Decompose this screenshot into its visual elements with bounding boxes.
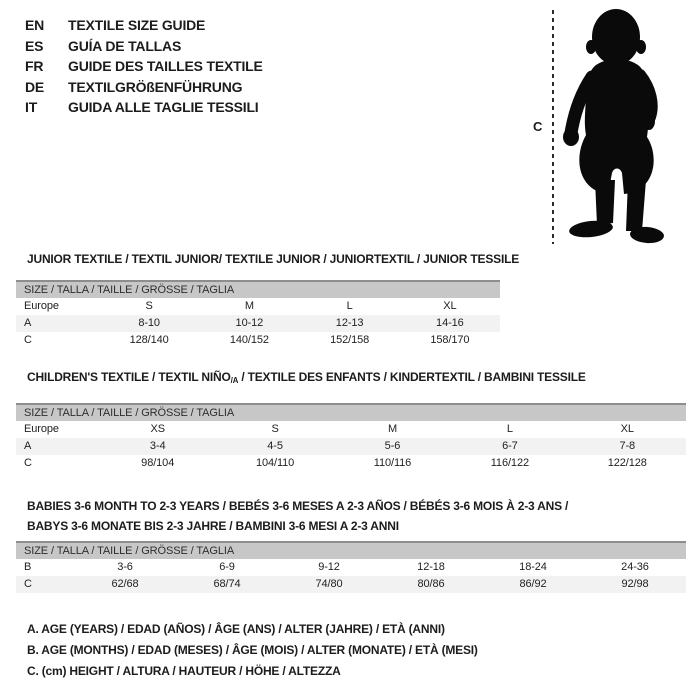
table-cell: 116/122 <box>490 457 529 469</box>
table-cell: 5-6 <box>384 440 401 452</box>
legend-line-c: C. (cm) HEIGHT / ALTURA / HAUTEUR / HÖHE / ALTEZZA <box>27 664 341 678</box>
table-cell: 110/116 <box>373 457 412 469</box>
table-row <box>16 559 686 576</box>
table-cell: 152/158 <box>330 334 370 346</box>
section-heading-babies <box>27 496 568 536</box>
section-heading-children <box>27 370 586 385</box>
table-cell: L <box>346 300 353 312</box>
row-label: C <box>24 334 32 346</box>
table-cell: 24-36 <box>621 561 649 573</box>
height-measure-label: C <box>533 119 543 134</box>
table-cell: 158/170 <box>430 334 470 346</box>
language-title: TEXTILE SIZE GUIDE <box>68 17 206 33</box>
table-cell: S <box>271 423 279 435</box>
table-cell: 8-10 <box>138 317 160 329</box>
table-cell: S <box>145 300 153 312</box>
table-cell: 68/74 <box>213 578 241 590</box>
row-label: B <box>24 561 32 573</box>
language-title: TEXTILGRÖßENFÜHRUNG <box>68 78 243 95</box>
heading-text: / TEXTILE DES ENFANTS / KINDERTEXTIL / BAMBINI TESSILE <box>238 370 586 384</box>
language-code: FR <box>25 58 44 74</box>
table-cell: 92/98 <box>621 578 649 590</box>
language-title: GUIDE DES TAILLES TEXTILE <box>68 58 263 74</box>
row-label: C <box>24 578 32 590</box>
table-row <box>16 298 500 315</box>
table-cell: 14-16 <box>436 317 464 329</box>
table-cell: 3-6 <box>117 561 133 573</box>
table-cell: 62/68 <box>111 578 139 590</box>
language-code: EN <box>25 17 45 33</box>
language-row <box>25 15 263 36</box>
legend <box>27 619 478 682</box>
table-cell: M <box>244 300 254 312</box>
table-row <box>16 576 686 593</box>
table-size-header: SIZE / TALLA / TAILLE / GRÖSSE / TAGLIA <box>16 541 686 559</box>
table-cell: L <box>506 423 513 435</box>
legend-line-b: B. AGE (MONTHS) / EDAD (MESES) / ÂGE (MOIS) / ALTER (MONATE) / ETÀ (MESI) <box>27 643 478 657</box>
table-size-header: SIZE / TALLA / TAILLE / GRÖSSE / TAGLIA <box>16 280 500 298</box>
table-cell: M <box>387 423 398 435</box>
language-title: GUIDA ALLE TAGLIE TESSILI <box>68 99 259 115</box>
table-cell: 86/92 <box>519 578 547 590</box>
table-cell: 122/128 <box>607 457 647 469</box>
table-cell: 80/86 <box>417 578 445 590</box>
junior-size-table <box>16 280 500 349</box>
table-row <box>16 332 500 349</box>
table-row <box>16 455 686 472</box>
children-table-body <box>16 421 686 472</box>
heading-text: CHILDREN'S TEXTILE / TEXTIL NIÑO <box>27 370 231 384</box>
legend-line-a: A. AGE (YEARS) / EDAD (AÑOS) / ÂGE (ANS) / ALTER (JAHRE) / ETÀ (ANNI) <box>27 622 445 636</box>
row-label: A <box>24 440 32 452</box>
language-code: IT <box>25 99 38 115</box>
table-cell: 3-4 <box>149 440 166 452</box>
table-cell: 18-24 <box>519 561 547 573</box>
table-cell: 12-13 <box>335 317 364 329</box>
table-cell: 4-5 <box>267 440 283 452</box>
heading-line: BABYS 3-6 MONATE BIS 2-3 JAHRE / BAMBINI 3-6 MESI A 2-3 ANNI <box>27 519 399 533</box>
table-cell: 7-8 <box>619 440 636 452</box>
table-row <box>16 438 686 455</box>
language-row <box>25 36 263 57</box>
language-row <box>25 97 263 118</box>
row-label: A <box>24 317 32 329</box>
row-label: Europe <box>24 423 59 435</box>
table-row <box>16 315 500 332</box>
language-title: GUÍA DE TALLAS <box>68 37 182 54</box>
language-code: ES <box>25 37 44 54</box>
table-cell: 12-18 <box>417 561 445 573</box>
babies-size-table <box>16 541 686 593</box>
babies-table-body <box>16 559 686 593</box>
toddler-silhouette-icon <box>558 5 674 245</box>
table-cell: 9-12 <box>318 561 340 573</box>
children-size-table <box>16 403 686 472</box>
section-heading-junior: JUNIOR TEXTILE / TEXTIL JUNIOR/ TEXTILE JUNIOR / JUNIORTEXTIL / JUNIOR TESSILE <box>27 252 520 266</box>
heading-subscript: /A <box>230 376 239 385</box>
table-cell: XL <box>620 423 634 435</box>
table-cell: 140/152 <box>229 334 269 346</box>
table-cell: XS <box>150 423 165 435</box>
language-row <box>25 56 263 77</box>
height-dashed-line-icon <box>552 10 554 244</box>
table-row <box>16 421 686 438</box>
table-size-header: SIZE / TALLA / TAILLE / GRÖSSE / TAGLIA <box>16 403 686 421</box>
language-row <box>25 77 263 98</box>
table-cell: 104/110 <box>255 457 295 469</box>
table-cell: 6-9 <box>219 561 235 573</box>
table-cell: 98/104 <box>141 457 175 469</box>
table-cell: 128/140 <box>129 334 169 346</box>
row-label: C <box>24 457 32 469</box>
heading-line: BABIES 3-6 MONTH TO 2-3 YEARS / BEBÉS 3-6 MESES A 2-3 AÑOS / BÉBÉS 3-6 MOIS À 2-3 ANS / <box>27 499 569 513</box>
table-cell: 74/80 <box>315 578 343 590</box>
junior-table-body <box>16 298 500 349</box>
table-cell: 6-7 <box>502 440 518 452</box>
language-code: DE <box>25 78 45 95</box>
row-label: Europe <box>24 300 59 312</box>
table-cell: XL <box>443 300 457 312</box>
language-title-list <box>25 15 263 118</box>
table-cell: 10-12 <box>235 317 264 329</box>
